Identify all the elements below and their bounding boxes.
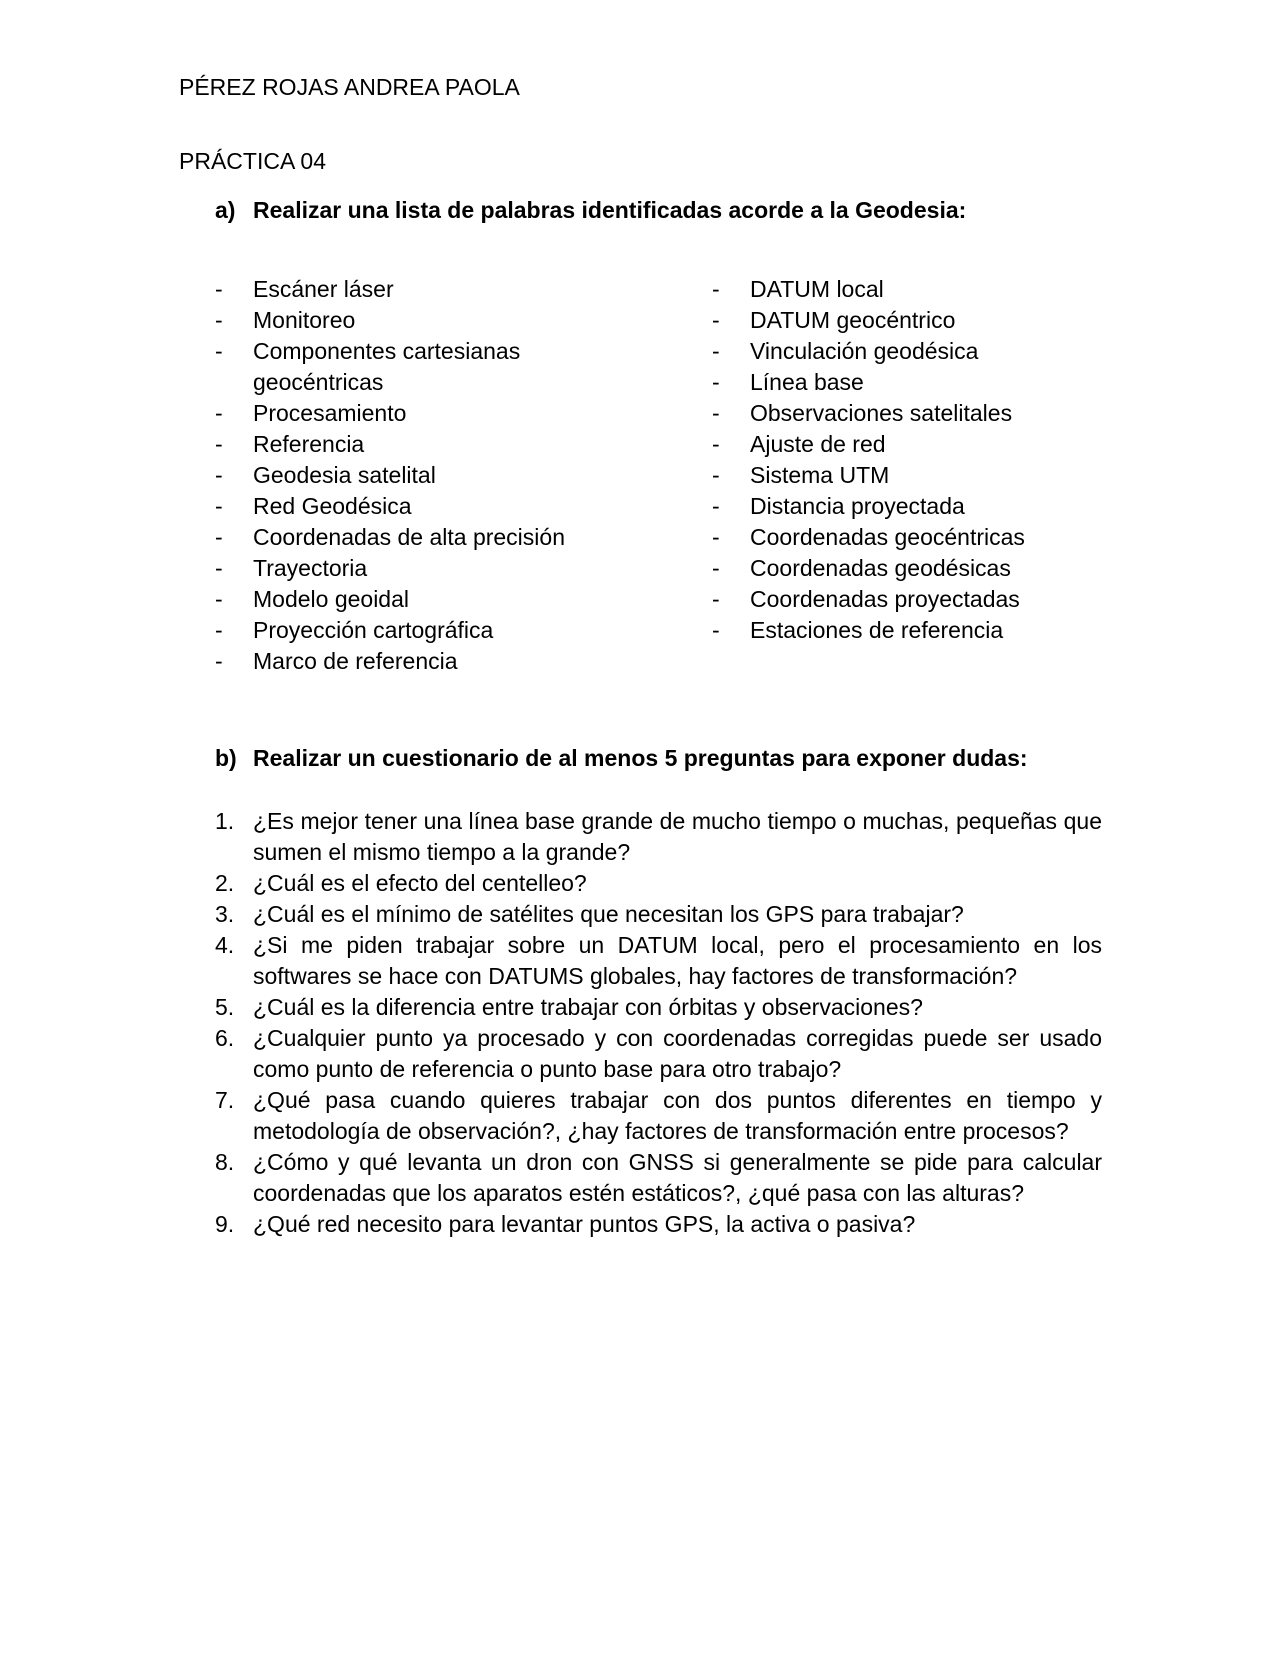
dash-bullet: - [215,555,223,581]
questions-list [215,806,1102,1240]
dash-bullet: - [712,524,720,550]
term-text: Coordenadas proyectadas [750,586,1020,612]
question-text: ¿Es mejor tener una línea base grande de mucho tiempo o muchas, pequeñas que sumen el mismo tiempo a la grande? [253,808,1102,865]
question-item [215,992,1102,1023]
term-text: Ajuste de red [750,431,886,457]
dash-bullet: - [215,431,223,457]
dash-bullet: - [712,338,720,364]
author-name: PÉREZ ROJAS ANDREA PAOLA [179,74,520,100]
dash-bullet: - [712,276,720,302]
list-item [215,398,635,429]
question-item [215,1209,1102,1240]
dash-bullet: - [215,338,223,364]
term-text: Distancia proyectada [750,493,965,519]
term-text: Modelo geoidal [253,586,410,612]
term-text: Coordenadas geodésicas [750,555,1011,581]
term-text: Observaciones satelitales [750,400,1013,426]
question-number: 2. [215,870,235,896]
list-item [712,553,1112,584]
question-item [215,899,1102,930]
term-text: Línea base [750,369,864,395]
dash-bullet: - [712,493,720,519]
section-a-marker: a) [215,197,236,223]
dash-bullet: - [712,307,720,333]
dash-bullet: - [215,586,223,612]
question-text: ¿Qué pasa cuando quieres trabajar con dos puntos diferentes en tiempo y metodología de observación?, ¿hay factores de transformación entre procesos? [253,1087,1102,1144]
list-item [215,460,635,491]
list-item [712,336,1112,367]
question-item [215,1147,1102,1209]
list-item [215,553,635,584]
list-item [712,398,1112,429]
question-text: ¿Cuál es el mínimo de satélites que necesitan los GPS para trabajar? [253,901,964,927]
question-item [215,1085,1102,1147]
question-number: 9. [215,1211,235,1237]
practice-title: PRÁCTICA 04 [179,148,326,174]
term-text: Procesamiento [253,400,407,426]
dash-bullet: - [712,369,720,395]
dash-bullet: - [215,462,223,488]
list-item [215,646,635,677]
term-text: Sistema UTM [750,462,890,488]
term-text: Coordenadas geocéntricas [750,524,1025,550]
list-item [712,305,1112,336]
list-item [215,491,635,522]
question-text: ¿Cuál es el efecto del centelleo? [253,870,587,896]
list-item [215,305,635,336]
dash-bullet: - [712,617,720,643]
section-b-marker: b) [215,745,237,771]
question-text: ¿Qué red necesito para levantar puntos GPS, la activa o pasiva? [253,1211,916,1237]
section-a-heading [215,195,1115,226]
dash-bullet: - [215,617,223,643]
question-number: 7. [215,1087,235,1113]
question-number: 6. [215,1025,235,1051]
list-item [215,522,635,553]
list-item [215,429,635,460]
dash-bullet: - [215,307,223,333]
list-item [712,584,1112,615]
question-item [215,868,1102,899]
list-item [712,367,1112,398]
question-number: 5. [215,994,235,1020]
dash-bullet: - [712,400,720,426]
dash-bullet: - [215,524,223,550]
term-text: Marco de referencia [253,648,458,674]
dash-bullet: - [712,431,720,457]
term-text: Referencia [253,431,365,457]
term-text: Componentes cartesianas geocéntricas [253,338,521,395]
term-text: DATUM local [750,276,884,302]
question-item [215,1023,1102,1085]
dash-bullet: - [712,462,720,488]
question-number: 8. [215,1149,235,1175]
term-text: Trayectoria [253,555,368,581]
term-text: Estaciones de referencia [750,617,1004,643]
terms-list-right [712,274,1112,646]
list-item [712,615,1112,646]
term-text: Monitoreo [253,307,356,333]
question-number: 1. [215,808,235,834]
list-item [215,336,553,398]
term-text: Vinculación geodésica [750,338,979,364]
dash-bullet: - [215,276,223,302]
list-item [712,491,1112,522]
list-item [712,460,1112,491]
section-b-title: Realizar un cuestionario de al menos 5 preguntas para exponer dudas: [253,745,1028,771]
term-text: Proyección cartográfica [253,617,494,643]
term-text: Geodesia satelital [253,462,436,488]
dash-bullet: - [712,555,720,581]
list-item [215,615,635,646]
question-text: ¿Si me piden trabajar sobre un DATUM local, pero el procesamiento en los softwares se hace con DATUMS globales, hay factores de transformación? [253,932,1102,989]
term-text: DATUM geocéntrico [750,307,956,333]
section-a-title: Realizar una lista de palabras identificadas acorde a la Geodesia: [253,197,967,223]
dash-bullet: - [215,493,223,519]
question-text: ¿Cuál es la diferencia entre trabajar con órbitas y observaciones? [253,994,923,1020]
list-item [215,584,635,615]
dash-bullet: - [215,400,223,426]
list-item [712,274,1112,305]
list-item [712,522,1112,553]
question-number: 4. [215,932,235,958]
list-item [712,429,1112,460]
term-text: Red Geodésica [253,493,412,519]
question-text: ¿Cualquier punto ya procesado y con coordenadas corregidas puede ser usado como punto de referencia o punto base para otro trabajo? [253,1025,1102,1082]
question-item [215,806,1102,868]
term-text: Coordenadas de alta precisión [253,524,565,550]
question-text: ¿Cómo y qué levanta un dron con GNSS si generalmente se pide para calcular coordenadas que los aparatos estén estáticos?, ¿qué pasa con las alturas? [253,1149,1102,1206]
list-item [215,274,635,305]
term-text: Escáner láser [253,276,394,302]
dash-bullet: - [215,648,223,674]
question-number: 3. [215,901,235,927]
terms-list-left [215,274,635,677]
section-b-heading [215,743,1115,774]
question-item [215,930,1102,992]
dash-bullet: - [712,586,720,612]
